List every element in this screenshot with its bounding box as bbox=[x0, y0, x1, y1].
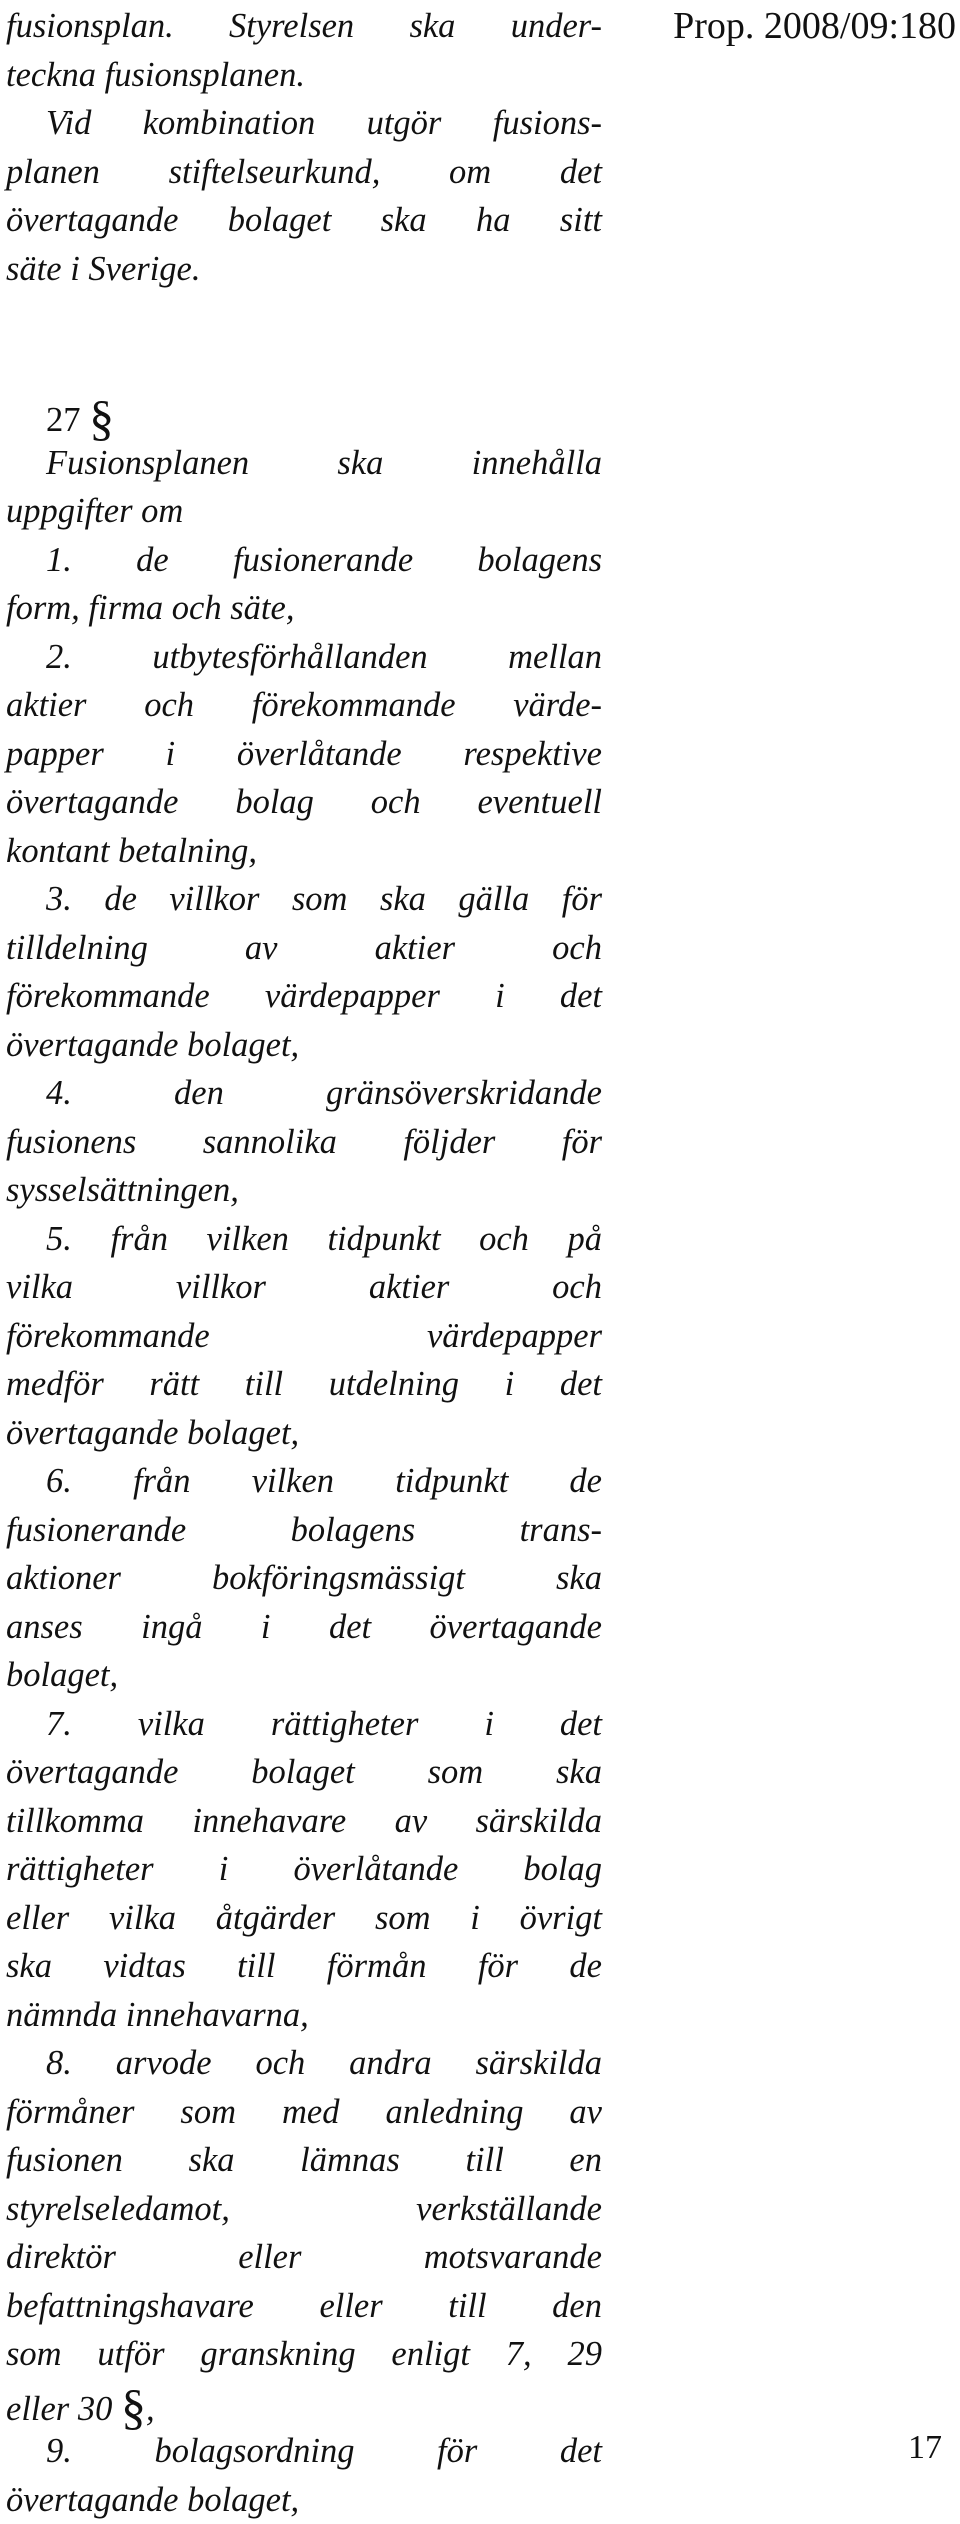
list-item-first-line: 4. den gränsöverskridande bbox=[6, 1069, 602, 1118]
list-item-number: 5. bbox=[46, 1220, 72, 1258]
text-line: fusionen ska lämnas till en bbox=[6, 2136, 602, 2185]
list-item-number: 6. bbox=[46, 1462, 72, 1500]
list-item-number: 2. bbox=[46, 638, 72, 676]
list-item-number: 8. bbox=[46, 2044, 72, 2082]
text-line: direktör eller motsvarande bbox=[6, 2233, 602, 2282]
text-line: nämnda innehavarna, bbox=[6, 1991, 602, 2040]
list-item-number: 7. bbox=[46, 1705, 72, 1743]
list-item-first-line: 1. de fusionerande bolagens bbox=[6, 536, 602, 585]
text-line: som utför granskning enligt 7, 29 bbox=[6, 2330, 602, 2379]
text-line: säte i Sverige. bbox=[6, 245, 602, 294]
text-line: aktier och förekommande värde- bbox=[6, 681, 602, 730]
list-item-first-line: 9. bolagsordning för det bbox=[6, 2427, 602, 2476]
text-line: papper i överlåtande respektive bbox=[6, 730, 602, 779]
list-item-first-line: 5. från vilken tidpunkt och på bbox=[6, 1215, 602, 1264]
text-line: teckna fusionsplanen. bbox=[6, 51, 602, 100]
text-line: form, firma och säte, bbox=[6, 584, 602, 633]
proposition-reference: Prop. 2008/09:180 bbox=[673, 2, 956, 50]
text-line: planen stiftelseurkund, om det bbox=[6, 148, 602, 197]
text-line: fusionens sannolika följder för bbox=[6, 1118, 602, 1167]
list-item-number: 3. bbox=[46, 880, 72, 918]
text-line: vilka villkor aktier och bbox=[6, 1263, 602, 1312]
text-line: uppgifter om bbox=[6, 487, 602, 536]
text-line: anses ingå i det övertagande bbox=[6, 1603, 602, 1652]
list-item-first-line: 6. från vilken tidpunkt de bbox=[6, 1457, 602, 1506]
text-line: medför rätt till utdelning i det bbox=[6, 1360, 602, 1409]
text-line: styrelseledamot, verkställande bbox=[6, 2185, 602, 2234]
text-line: rättigheter i överlåtande bolag bbox=[6, 1845, 602, 1894]
list-item-first-line: 7. vilka rättigheter i det bbox=[6, 1700, 602, 1749]
section-sign-icon: § bbox=[89, 394, 114, 443]
text-line: förekommande värdepapper i det bbox=[6, 972, 602, 1021]
section-sign-icon: § bbox=[121, 2383, 146, 2432]
text-line: befattningshavare eller till den bbox=[6, 2282, 602, 2331]
text-line: övertagande bolaget ska ha sitt bbox=[6, 196, 602, 245]
page-number: 17 bbox=[908, 2427, 942, 2469]
text-line: förekommande värdepapper bbox=[6, 1312, 602, 1361]
list-item-number: 9. bbox=[46, 2432, 72, 2470]
text-line: eller vilka åtgärder som i övrigt bbox=[6, 1894, 602, 1943]
text-line: ska vidtas till förmån för de bbox=[6, 1942, 602, 1991]
section-heading bbox=[6, 390, 602, 439]
text-line: aktioner bokföringsmässigt ska bbox=[6, 1554, 602, 1603]
text-line: förmåner som med anledning av bbox=[6, 2088, 602, 2137]
paragraph-gap bbox=[6, 293, 602, 390]
text-line: fusionerande bolagens trans- bbox=[6, 1506, 602, 1555]
list-item-first-line: 2. utbytesförhållanden mellan bbox=[6, 633, 602, 682]
text-line: Fusionsplanen ska innehålla bbox=[6, 439, 602, 488]
text-line: tilldelning av aktier och bbox=[6, 924, 602, 973]
text-line: sysselsättningen, bbox=[6, 1166, 602, 1215]
list-item-first-line: 8. arvode och andra särskilda bbox=[6, 2039, 602, 2088]
text-line: övertagande bolaget, bbox=[6, 1021, 602, 1070]
text-line: övertagande bolaget, bbox=[6, 2476, 602, 2524]
text-line: eller 30 §, bbox=[6, 2379, 602, 2428]
text-line: tillkomma innehavare av särskilda bbox=[6, 1797, 602, 1846]
text-line: övertagande bolaget, bbox=[6, 1409, 602, 1458]
text-column bbox=[6, 2, 602, 2524]
list-item-number: 1. bbox=[46, 541, 72, 579]
text-line: fusionsplan. Styrelsen ska under- bbox=[6, 2, 602, 51]
text-line: Vid kombination utgör fusions- bbox=[6, 99, 602, 148]
text-line: övertagande bolaget som ska bbox=[6, 1748, 602, 1797]
section-number: 27 bbox=[46, 401, 81, 439]
text-line: kontant betalning, bbox=[6, 827, 602, 876]
list-item-first-line: 3. de villkor som ska gälla för bbox=[6, 875, 602, 924]
list-item-number: 4. bbox=[46, 1074, 72, 1112]
text-line: bolaget, bbox=[6, 1651, 602, 1700]
text-line: övertagande bolag och eventuell bbox=[6, 778, 602, 827]
